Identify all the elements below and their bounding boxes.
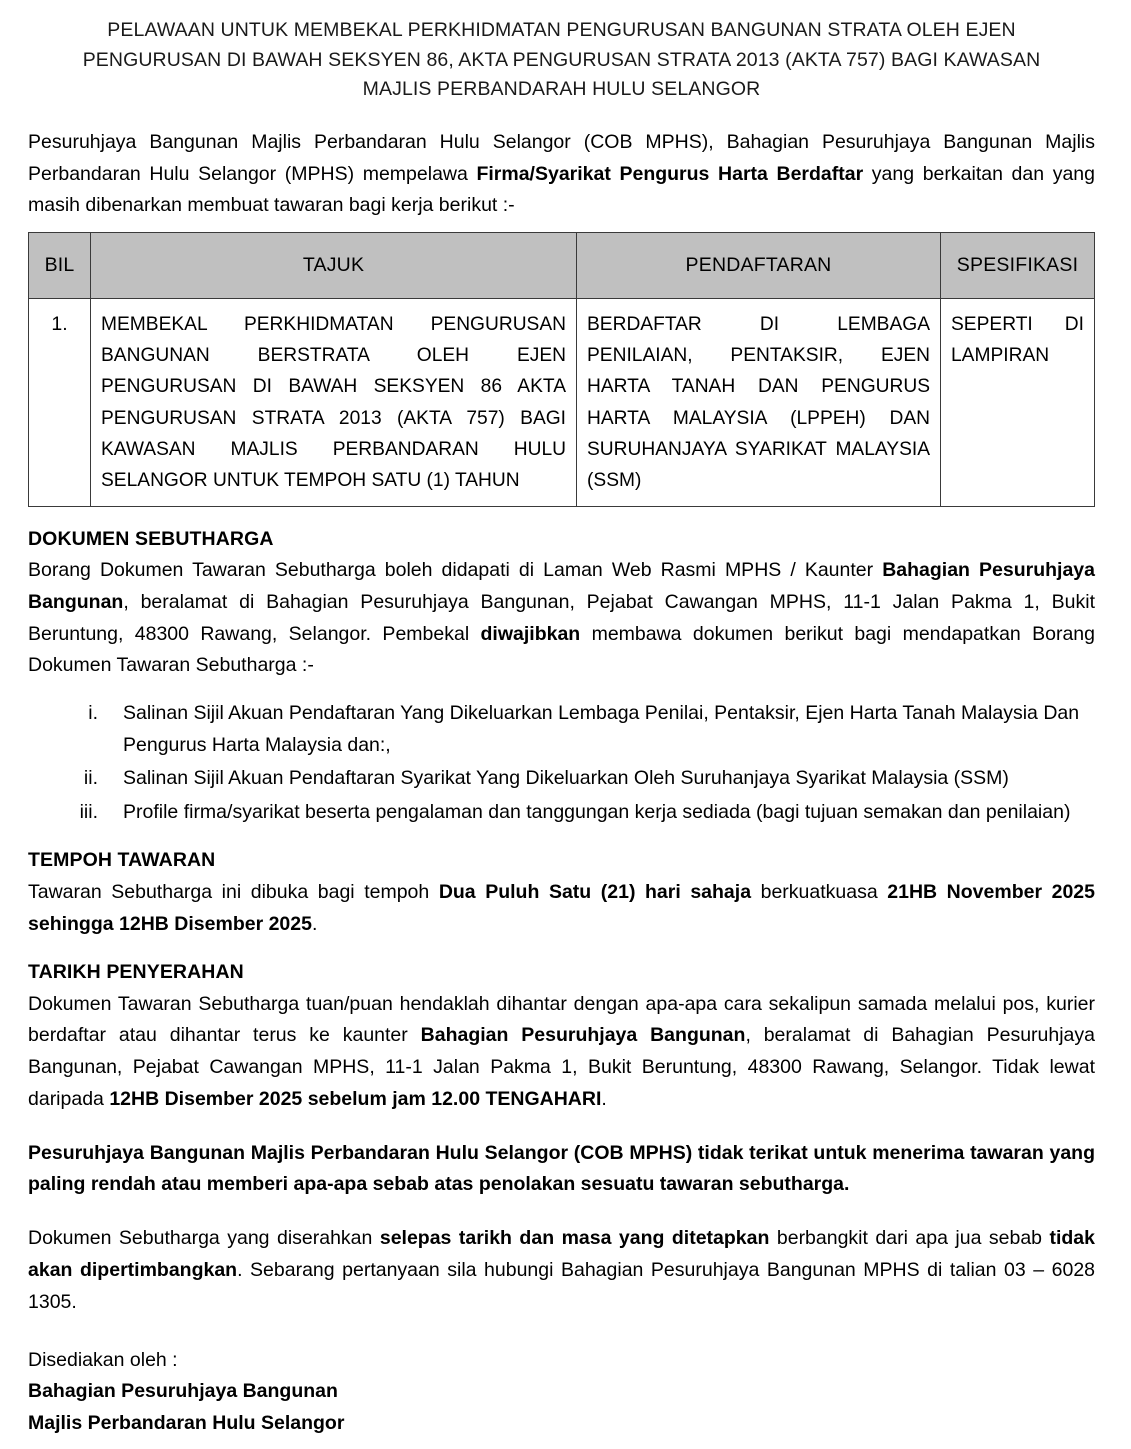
table-header-spesifikasi: SPESIFIKASI xyxy=(941,233,1095,299)
table-row xyxy=(29,299,1095,507)
dokumen-sebutharga-paragraph xyxy=(28,555,1095,682)
tempoh-text-2: berkuatkuasa xyxy=(751,880,888,903)
tarikh-text-1: Dokumen Tawaran Sebutharga tuan/puan hendaklah dihantar dengan apa-apa cara sekalipun samada melalui pos, kurier berdaftar atau dihantar terus ke kaunter xyxy=(28,992,1095,1047)
cell-pendaftaran: BERDAFTAR DI LEMBAGA PENILAIAN, PENTAKSIR, EJEN HARTA TANAH DAN PENGURUS HARTA MALAYSIA (LPPEH) DAN SURUHANJAYA SYARIKAT MALAYSIA (SSM) xyxy=(577,299,941,507)
section-heading-tarikh-penyerahan: TARIKH PENYERAHAN xyxy=(28,961,244,984)
signoff-department: Bahagian Pesuruhjaya Bangunan xyxy=(28,1380,338,1403)
dokumen-text-2: , beralamat di Bahagian Pesuruhjaya Bangunan, Pejabat Cawangan MPHS, 11-1 Jalan Pakma 1, Bukit Beruntung, 48300 Rawang, Selangor. Pembekal xyxy=(28,590,1095,645)
tempoh-bold-dates: 21HB November 2025 sehingga 12HB Disember 2025 xyxy=(28,880,1095,935)
closing-text-1: Dokumen Sebutharga yang diserahkan xyxy=(28,1227,380,1250)
closing-paragraph xyxy=(28,1223,1095,1318)
title-line-2: PENGURUSAN DI BAWAH SEKSYEN 86, AKTA PENGURUSAN STRATA 2013 (AKTA 757) BAGI KAWASAN xyxy=(82,48,1041,71)
table-header-tajuk: TAJUK xyxy=(91,233,577,299)
list-item-text: Profile firma/syarikat beserta pengalaman dan tanggungan kerja sediada (bagi tujuan semakan dan penilaian) xyxy=(123,800,1071,823)
list-item-numeral: iii. xyxy=(79,800,98,823)
dokumen-bold-diwajibkan: diwajibkan xyxy=(480,622,581,645)
dokumen-text-1: Borang Dokumen Tawaran Sebutharga boleh didapati di Laman Web Rasmi MPHS / Kaunter xyxy=(28,559,883,582)
tarikh-penyerahan-paragraph xyxy=(28,989,1095,1116)
requirements-list xyxy=(28,698,1095,828)
signoff-block xyxy=(28,1345,1095,1440)
tarikh-bold-deadline: 12HB Disember 2025 sebelum jam 12.00 TENGAHARI xyxy=(109,1087,602,1110)
intro-bold-firma: Firma/Syarikat Pengurus Harta Berdaftar xyxy=(476,162,864,185)
intro-text-1: Pesuruhjaya Bangunan Majlis Perbandaran Hulu Selangor (COB MPHS), Bahagian Pesuruhjaya Bangunan Majlis Perbandaran Hulu Selangor (MPHS) mempelawa xyxy=(28,130,1095,185)
spacer xyxy=(28,1211,1095,1223)
intro-text-2: yang berkaitan dan yang masih dibenarkan membuat tawaran bagi kerja berikut :- xyxy=(28,162,1095,217)
spacer xyxy=(28,1126,1095,1138)
page-title xyxy=(62,16,1061,105)
closing-text-2: berbangkit dari apa jua sebab xyxy=(769,1227,1050,1250)
list-item-text: Salinan Sijil Akuan Pendaftaran Yang Dikeluarkan Lembaga Penilai, Pentaksir, Ejen Harta Tanah Malaysia Dan Pengurus Harta Malaysia dan:, xyxy=(123,702,1080,756)
table-header-pendaftaran: PENDAFTARAN xyxy=(577,233,941,299)
title-line-1: PELAWAAN UNTUK MEMBEKAL PERKHIDMATAN PENGURUSAN BANGUNAN STRATA OLEH EJEN xyxy=(107,19,1016,41)
prepared-by-label: Disediakan oleh : xyxy=(28,1348,178,1371)
section-heading-tempoh-tawaran: TEMPOH TAWARAN xyxy=(28,849,216,872)
tarikh-text-3: . xyxy=(601,1087,607,1110)
cell-tajuk: MEMBEKAL PERKHIDMATAN PENGURUSAN BANGUNAN BERSTRATA OLEH EJEN PENGURUSAN DI BAWAH SEKSYEN 86 AKTA PENGURUSAN STRATA 2013 (AKTA 757) BAGI KAWASAN MAJLIS PERBANDARAN HULU SELANGOR UNTUK TEMPOH SATU (1) TAHUN xyxy=(91,299,577,507)
cell-spesifikasi: SEPERTI DI LAMPIRAN xyxy=(941,299,1095,507)
disclaimer-paragraph: Pesuruhjaya Bangunan Majlis Perbandaran Hulu Selangor (COB MPHS) tidak terikat untuk menerima tawaran yang paling rendah atau memberi apa-apa sebab atas penolakan sesuatu tawaran sebutharga. xyxy=(28,1141,1095,1196)
tempoh-text-3: . xyxy=(311,912,318,935)
tarikh-text-2: , beralamat di Bahagian Pesuruhjaya Bangunan, Pejabat Cawangan MPHS, 11-1 Jalan Pakma 1, Bukit Beruntung, 48300 Rawang, Selangor. Tidak lewat daripada xyxy=(28,1024,1096,1110)
cell-bil: 1. xyxy=(29,299,91,507)
closing-bold-selepas: selepas tarikh dan masa yang ditetapkan xyxy=(379,1227,770,1250)
closing-text-3: . Sebarang pertanyaan sila hubungi Bahagian Pesuruhjaya Bangunan MPHS di talian 03 – 6028 1305. xyxy=(28,1259,1096,1313)
intro-paragraph xyxy=(28,127,1095,222)
table-header-row xyxy=(29,233,1095,299)
tempoh-bold-duration: Dua Puluh Satu (21) hari sahaja xyxy=(438,880,752,903)
list-item-numeral: ii. xyxy=(83,767,98,790)
list-item xyxy=(28,763,1095,795)
tarikh-bold-bahagian: Bahagian Pesuruhjaya Bangunan xyxy=(420,1024,746,1047)
signoff-council: Majlis Perbandaran Hulu Selangor xyxy=(28,1411,345,1434)
list-item xyxy=(28,698,1095,761)
section-heading-dokumen-sebutharga: DOKUMEN SEBUTHARGA xyxy=(28,527,274,550)
closing-bold-tidak: tidak akan dipertimbangkan xyxy=(28,1227,1095,1281)
table-header-bil: BIL xyxy=(29,233,91,299)
title-line-3: MAJLIS PERBANDARAH HULU SELANGOR xyxy=(362,78,761,101)
list-item xyxy=(28,797,1095,829)
tender-table xyxy=(28,232,1095,507)
dokumen-bold-bahagian: Bahagian Pesuruhjaya Bangunan xyxy=(28,559,1095,613)
list-item-text: Salinan Sijil Akuan Pendaftaran Syarikat Yang Dikeluarkan Oleh Suruhanjaya Syarikat Malaysia (SSM) xyxy=(123,767,1009,790)
tempoh-text-1: Tawaran Sebutharga ini dibuka bagi tempoh xyxy=(28,880,439,903)
tempoh-tawaran-paragraph xyxy=(28,877,1095,941)
dokumen-text-3: membawa dokumen berikut bagi mendapatkan Borang Dokumen Tawaran Sebutharga :- xyxy=(28,622,1095,677)
list-item-numeral: i. xyxy=(88,702,98,725)
